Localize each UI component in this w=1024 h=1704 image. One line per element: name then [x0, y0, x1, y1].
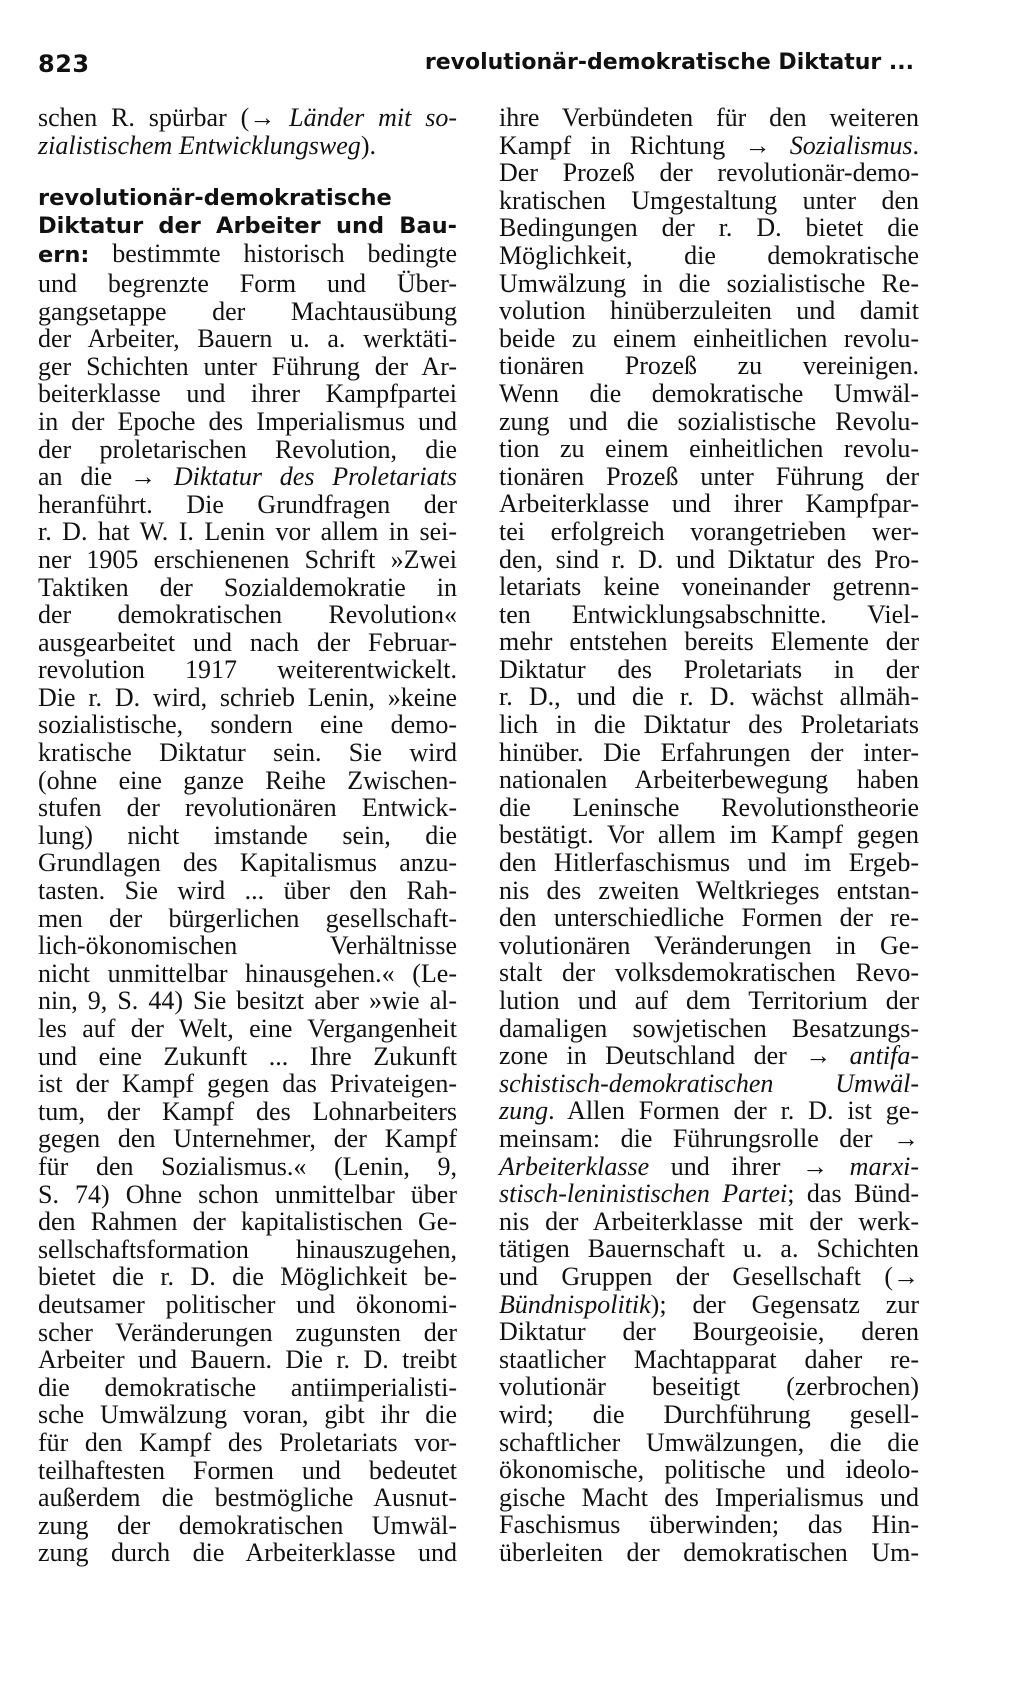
text-line: nicht unmittelbar hinausgehen.« (Le- [38, 958, 457, 988]
text-line: Faschismus überwinden; das Hin- [499, 1510, 919, 1540]
text-line: ern: bestimmte historisch bedingte [38, 239, 457, 269]
text-line: zone in Deutschland der → antifa- [499, 1041, 919, 1071]
paragraph-gap [38, 159, 457, 185]
text-line: ten Entwicklungsabschnitte. Viel- [499, 599, 919, 629]
text-line: und eine Zukunft ... Ihre Zukunft [38, 1041, 457, 1071]
text-line: Taktiken der Sozialdemokratie in [38, 572, 457, 602]
text-line: ger Schichten unter Führung der Ar- [38, 351, 457, 381]
text-line: Bündnispolitik); der Gegensatz zur [499, 1289, 919, 1319]
text-line: men der bürgerlichen gesellschaft- [38, 903, 457, 933]
text-line: ner 1905 erschienenen Schrift »Zwei [38, 544, 457, 574]
text-line: gangsetappe der Machtausübung [38, 296, 457, 326]
text-line: r. D. hat W. I. Lenin vor allem in sei- [38, 517, 457, 547]
text-line: kratischen Umgestaltung unter den [499, 185, 919, 215]
page-number: 823 [38, 50, 90, 78]
text-line: staatlicher Machtapparat daher re- [499, 1344, 919, 1374]
text-line: beide zu einem einheitlichen revolu- [499, 323, 919, 353]
text-line: Umwälzung in die sozialistische Re- [499, 268, 919, 298]
text-line: volution hinüberzuleiten und damit [499, 296, 919, 326]
text-line: Arbeiter und Bauern. Die r. D. treibt [38, 1345, 457, 1375]
headword: revolutionär-demokratische [38, 185, 392, 212]
text-line: tum, der Kampf des Lohnarbeiters [38, 1096, 457, 1126]
text-line: damaligen sowjetischen Besatzungs- [499, 1013, 919, 1043]
text-line: Kampf in Richtung → Sozialismus. [499, 130, 919, 160]
text-line: in der Epoche des Imperialismus und [38, 406, 457, 436]
text-line: sellschaftsformation hinauszugehen, [38, 1234, 457, 1264]
text-line: gegen den Unternehmer, der Kampf [38, 1124, 457, 1154]
text-line: tätigen Bauernschaft u. a. Schichten [499, 1234, 919, 1264]
text-line: Grundlagen des Kapitalismus anzu- [38, 848, 457, 878]
text-line: bietet die r. D. die Möglichkeit be- [38, 1262, 457, 1292]
running-head: revolutionär-demokratische Diktatur ... [424, 50, 914, 75]
text-line: deutsamer politischer und ökonomi- [38, 1289, 457, 1319]
right-column [499, 104, 919, 1566]
text-line: schistisch-demokratischen Umwäl- [499, 1068, 919, 1098]
text-line: kratische Diktatur sein. Sie wird [38, 738, 457, 768]
text-line: tionären Prozeß unter Führung der [499, 461, 919, 491]
text-line: außerdem die bestmögliche Ausnut- [38, 1483, 457, 1513]
text-line: teilhaftesten Formen und bedeutet [38, 1455, 457, 1485]
headword: Diktatur der Arbeiter und Bau- [38, 212, 457, 239]
text-line: die demokratische antiimperialisti- [38, 1372, 457, 1402]
text-line: nis der Arbeiterklasse mit der werk- [499, 1206, 919, 1236]
text-line: der demokratischen Revolution« [38, 600, 457, 630]
text-line: lution und auf dem Territorium der [499, 986, 919, 1015]
text-line: tei erfolgreich vorangetrieben wer- [499, 516, 919, 546]
text-line: stufen der revolutionären Entwick- [38, 793, 457, 823]
text-line: les auf der Welt, eine Vergangenheit [38, 1014, 457, 1043]
text-line: an die → Diktatur des Proletariats [38, 462, 457, 492]
text-line: Diktatur des Proletariats in der [499, 654, 919, 684]
text-line: den Hitlerfaschismus und im Ergeb- [499, 848, 919, 878]
text-line: für den Kampf des Proletariats vor- [38, 1427, 457, 1457]
text-line: bestätigt. Vor allem im Kampf gegen [499, 820, 919, 850]
text-line: schaftlicher Umwälzungen, die die [499, 1427, 919, 1457]
text-line: volutionär beseitigt (zerbrochen) [499, 1372, 919, 1402]
text-line: sozialistische, sondern eine demo- [38, 710, 457, 740]
text-line: schen R. spürbar (→ Länder mit so- [38, 103, 457, 132]
text-line: r. D., und die r. D. wächst allmäh- [499, 682, 919, 712]
text-line: wird; die Durchführung gesell- [499, 1399, 919, 1429]
text-line: den unterschiedliche Formen der re- [499, 903, 919, 933]
left-column [38, 104, 457, 1567]
text-line: Arbeiterklasse und ihrer Kampfpar- [499, 489, 919, 519]
text-line: Wenn die demokratische Umwäl- [499, 378, 919, 408]
text-line: Bedingungen der r. D. bietet die [499, 213, 919, 243]
text-line: zung. Allen Formen der r. D. ist ge- [499, 1096, 919, 1126]
text-line: ist der Kampf gegen das Privateigen- [38, 1069, 457, 1099]
text-line: beiterklasse und ihrer Kampfpartei [38, 379, 457, 409]
text-line: und Gruppen der Gesellschaft (→ [499, 1261, 919, 1291]
text-line: nationalen Arbeiterbewegung haben [499, 765, 919, 795]
text-line: Arbeiterklasse und ihrer → marxi- [499, 1151, 919, 1181]
text-line: sche Umwälzung voran, gibt ihr die [38, 1400, 457, 1430]
text-line: Möglichkeit, die demokratische [499, 240, 919, 270]
text-line: den, sind r. D. und Diktatur des Pro- [499, 544, 919, 574]
text-line: Diktatur der Bourgeoisie, deren [499, 1317, 919, 1347]
text-line: tion zu einem einheitlichen revolu- [499, 434, 919, 464]
text-line: revolution 1917 weiterentwickelt. [38, 655, 457, 685]
text-line: letariats keine voneinander getrenn- [499, 572, 919, 602]
text-line: lich-ökonomischen Verhältnisse [38, 931, 457, 961]
text-line: zung durch die Arbeiterklasse und [38, 1538, 457, 1568]
text-line: zung der demokratischen Umwäl- [38, 1510, 457, 1540]
text-line: tionären Prozeß zu vereinigen. [499, 351, 919, 381]
text-line: meinsam: die Führungsrolle der → [499, 1123, 919, 1153]
text-line: tasten. Sie wird ... über den Rah- [38, 876, 457, 906]
text-line: und begrenzte Form und Über- [38, 268, 457, 298]
text-line: hinüber. Die Erfahrungen der inter- [499, 737, 919, 767]
text-line: überleiten der demokratischen Um- [499, 1537, 919, 1567]
text-line: lich in die Diktatur des Proletariats [499, 710, 919, 740]
text-line: ökonomische, politische und ideolo- [499, 1455, 919, 1485]
text-line: zung und die sozialistische Revolu- [499, 406, 919, 436]
text-line: mehr entstehen bereits Elemente der [499, 627, 919, 657]
text-line: nin, 9, S. 44) Sie besitzt aber »wie al- [38, 986, 457, 1016]
text-line: den Rahmen der kapitalistischen Ge- [38, 1207, 457, 1237]
text-line: ihre Verbündeten für den weiteren [499, 103, 919, 132]
text-line: gische Macht des Imperialismus und [499, 1482, 919, 1512]
text-line: stisch-leninistischen Partei; das Bünd- [499, 1179, 919, 1209]
text-line: S. 74) Ohne schon unmittelbar über [38, 1179, 457, 1209]
text-line: lung) nicht imstande sein, die [38, 820, 457, 850]
text-line: ausgearbeitet und nach der Februar- [38, 627, 457, 657]
text-line: der Arbeiter, Bauern u. a. werktäti- [38, 324, 457, 354]
text-line: scher Veränderungen zugunsten der [38, 1317, 457, 1347]
text-line: die Leninsche Revolutionstheorie [499, 792, 919, 822]
text-line: Die r. D. wird, schrieb Lenin, »keine [38, 682, 457, 712]
text-line: heranführt. Die Grundfragen der [38, 489, 457, 519]
text-line: volutionären Veränderungen in Ge- [499, 930, 919, 960]
text-line: zialistischem Entwicklungsweg). [38, 130, 376, 160]
text-line: stalt der volksdemokratischen Revo- [499, 958, 919, 988]
text-line: der proletarischen Revolution, die [38, 434, 457, 464]
text-line: für den Sozialismus.« (Lenin, 9, [38, 1151, 457, 1181]
text-line: Der Prozeß der revolutionär-demo- [499, 158, 919, 188]
text-line: (ohne eine ganze Reihe Zwischen- [38, 765, 457, 795]
text-line: nis des zweiten Weltkrieges entstan- [499, 875, 919, 905]
